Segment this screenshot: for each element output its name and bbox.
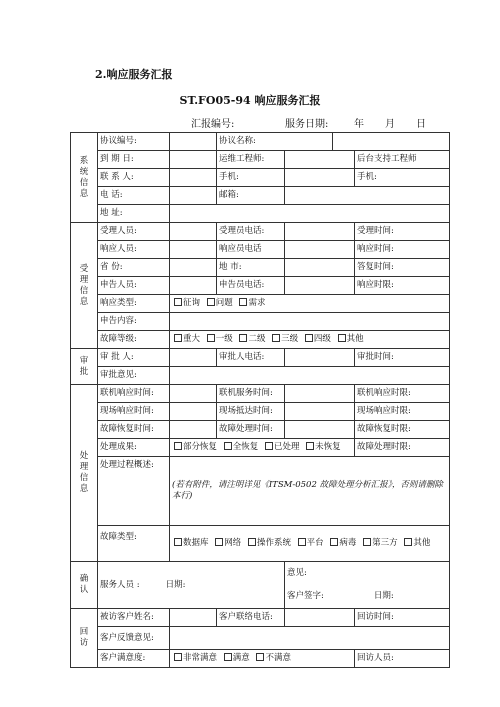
form-title: ST.FO05-94 响应服务汇报: [179, 94, 321, 107]
checkbox-response-type-1[interactable]: [207, 298, 215, 306]
approve-time-label: 审批时间:: [355, 349, 450, 367]
checkbox-process-result-3[interactable]: [306, 442, 314, 450]
checkbox-fault-type-0[interactable]: [174, 538, 182, 546]
accept-time-label: 受理时间:: [355, 223, 450, 241]
section-accept-info: 受理信息: [71, 223, 98, 349]
mobile-label: 手机:: [217, 169, 285, 187]
response-limit-label: 响应时限:: [355, 277, 450, 295]
satisfaction-options: 非常满意 满意 不满意: [170, 650, 355, 668]
province-field[interactable]: [170, 259, 217, 277]
customer-contact-phone-field[interactable]: [285, 609, 355, 627]
section-system-info: 系统信息: [71, 133, 98, 223]
response-time-label: 响应时间:: [355, 241, 450, 259]
fault-process-limit-label: 故障处理时限:: [355, 439, 450, 457]
responder-field[interactable]: [170, 241, 217, 259]
reporter-phone-field[interactable]: [285, 277, 355, 295]
ops-engineer-label: 运维工程师:: [217, 151, 285, 169]
checkbox-response-type-0[interactable]: [174, 298, 182, 306]
approver-field[interactable]: [170, 349, 217, 367]
city-label: 地 市:: [217, 259, 285, 277]
approver-label: 审 批 人:: [98, 349, 170, 367]
satisfaction-label: 客户满意度:: [98, 650, 170, 668]
agreement-no-label: 协议编号:: [98, 133, 170, 151]
process-overview-note[interactable]: (若有附件，请注明详见《ITSM-0502 故障处理分析汇报》，否则请删除本行): [170, 457, 450, 526]
checkbox-process-result-1[interactable]: [224, 442, 232, 450]
email-label: 邮箱:: [217, 187, 285, 205]
process-overview-label: 处理过程概述:: [98, 457, 170, 526]
customer-contact-phone-label: 客户联络电话:: [217, 609, 285, 627]
reply-time-label: 答复时间:: [355, 259, 450, 277]
recovery-time-label: 故障恢复时间:: [98, 421, 170, 439]
fault-level-options: 重大 一级 二级 三级 四级 其他: [170, 331, 450, 349]
contact-label: 联 系 人:: [98, 169, 170, 187]
responder-label: 响应人员:: [98, 241, 170, 259]
customer-feedback-label: 客户反馈意见:: [98, 627, 170, 650]
checkbox-process-result-0[interactable]: [174, 442, 182, 450]
revisit-staff-label: 回访人员:: [355, 650, 450, 668]
responder-phone-label: 响应员电话: [217, 241, 285, 259]
address-label: 地 址:: [98, 205, 170, 223]
email-field[interactable]: [285, 187, 450, 205]
approve-opinion-label: 审批意见:: [98, 367, 170, 385]
checkbox-fault-level-2[interactable]: [239, 334, 247, 342]
recovery-time-field[interactable]: [170, 421, 217, 439]
phone-field[interactable]: [170, 187, 217, 205]
remote-response-time-label: 联机响应时间:: [98, 385, 170, 403]
checkbox-fault-type-6[interactable]: [404, 538, 412, 546]
province-label: 省 份:: [98, 259, 170, 277]
checkbox-fault-level-3[interactable]: [272, 334, 280, 342]
year-label: 年: [354, 119, 364, 130]
due-date-field[interactable]: [170, 151, 217, 169]
onsite-response-limit-label: 现场响应时限:: [355, 403, 450, 421]
checkbox-fault-type-5[interactable]: [363, 538, 371, 546]
ops-engineer-field[interactable]: [285, 151, 355, 169]
fault-process-time-label: 故障处理时间:: [217, 421, 285, 439]
checkbox-fault-type-2[interactable]: [248, 538, 256, 546]
acceptor-label: 受理人员:: [98, 223, 170, 241]
checkbox-satisfaction-1[interactable]: [224, 653, 232, 661]
report-number-label: 汇报编号:: [191, 119, 235, 130]
fault-type-options: 数据库 网络 操作系统 平台 病毒 第三方 其他: [170, 526, 450, 562]
day-label: 日: [416, 119, 426, 130]
mobile2-label: 手机:: [355, 169, 450, 187]
process-result-label: 处理成果:: [98, 439, 170, 457]
service-report-form: [70, 132, 450, 668]
acceptor-phone-field[interactable]: [285, 223, 355, 241]
approver-phone-field[interactable]: [285, 349, 355, 367]
acceptor-phone-label: 受理员电话:: [217, 223, 285, 241]
fault-level-label: 故障等级:: [98, 331, 170, 349]
checkbox-fault-level-5[interactable]: [338, 334, 346, 342]
remote-service-time-field[interactable]: [285, 385, 355, 403]
report-content-field[interactable]: [170, 313, 450, 331]
service-staff-cell[interactable]: [98, 562, 285, 609]
opinion-label[interactable]: 意见:: [285, 562, 450, 586]
address-field[interactable]: [170, 205, 450, 223]
agreement-name-label: 协议名称:: [217, 133, 333, 151]
visited-customer-field[interactable]: [170, 609, 217, 627]
checkbox-fault-level-1[interactable]: [207, 334, 215, 342]
reporter-field[interactable]: [170, 277, 217, 295]
approve-opinion-field[interactable]: [170, 367, 450, 385]
reporter-label: 申告人员:: [98, 277, 170, 295]
city-field[interactable]: [285, 259, 355, 277]
approver-phone-label: 审批人电话:: [217, 349, 285, 367]
section-heading: 2.响应服务汇报: [95, 68, 173, 81]
onsite-arrival-time-field[interactable]: [285, 403, 355, 421]
checkbox-fault-level-4[interactable]: [305, 334, 313, 342]
checkbox-satisfaction-0[interactable]: [174, 653, 182, 661]
onsite-response-time-label: 现场响应时间:: [98, 403, 170, 421]
customer-sign-label: 客户签字:: [287, 591, 324, 601]
response-type-label: 响应类型:: [98, 295, 170, 313]
due-date-label: 到 期 日:: [98, 151, 170, 169]
service-staff-label: 服务人员 :: [100, 579, 140, 590]
section-approve: 审批: [71, 349, 98, 385]
fault-process-time-field[interactable]: [285, 421, 355, 439]
onsite-response-time-field[interactable]: [170, 403, 217, 421]
checkbox-fault-type-3[interactable]: [298, 538, 306, 546]
onsite-arrival-time-label: 现场抵达时间:: [217, 403, 285, 421]
checkbox-response-type-2[interactable]: [239, 298, 247, 306]
customer-sign-cell[interactable]: [285, 585, 450, 609]
customer-date-label: 日期:: [373, 591, 394, 601]
checkbox-process-result-2[interactable]: [265, 442, 273, 450]
reporter-phone-label: 申告员电话:: [217, 277, 285, 295]
checkbox-fault-type-1[interactable]: [215, 538, 223, 546]
revisit-time-label: 回访时间:: [355, 609, 450, 627]
recovery-limit-label: 故障恢复时限:: [355, 421, 450, 439]
remote-response-limit-label: 联机响应时限:: [355, 385, 450, 403]
service-date-field-label: 日期:: [165, 579, 186, 590]
response-type-options: 征询 问题 需求: [170, 295, 450, 313]
acceptor-field[interactable]: [170, 223, 217, 241]
contact-field[interactable]: [170, 169, 217, 187]
section-revisit: 回访: [71, 609, 98, 668]
checkbox-satisfaction-2[interactable]: [256, 653, 264, 661]
customer-feedback-field[interactable]: [170, 627, 450, 650]
agreement-no-field[interactable]: [170, 133, 217, 151]
service-date-label: 服务日期:: [285, 119, 329, 130]
backend-engineer-label: 后台支持工程师: [355, 151, 450, 169]
checkbox-fault-type-4[interactable]: [330, 538, 338, 546]
remote-response-time-field[interactable]: [170, 385, 217, 403]
month-label: 月: [385, 119, 395, 130]
phone-label: 电 话:: [98, 187, 170, 205]
remote-service-time-label: 联机服务时间:: [217, 385, 285, 403]
agreement-name-field[interactable]: [333, 133, 450, 151]
fault-type-label: 故障类型:: [98, 526, 170, 562]
checkbox-fault-level-0[interactable]: [174, 334, 182, 342]
visited-customer-label: 被访客户姓名:: [98, 609, 170, 627]
section-process-info: 处理信息: [71, 385, 98, 562]
process-result-options: 部分恢复 全恢复 已处理 未恢复: [170, 439, 355, 457]
section-confirm: 确认: [71, 562, 98, 609]
mobile-field[interactable]: [285, 169, 355, 187]
report-content-label: 申告内容:: [98, 313, 170, 331]
responder-phone-field[interactable]: [285, 241, 355, 259]
